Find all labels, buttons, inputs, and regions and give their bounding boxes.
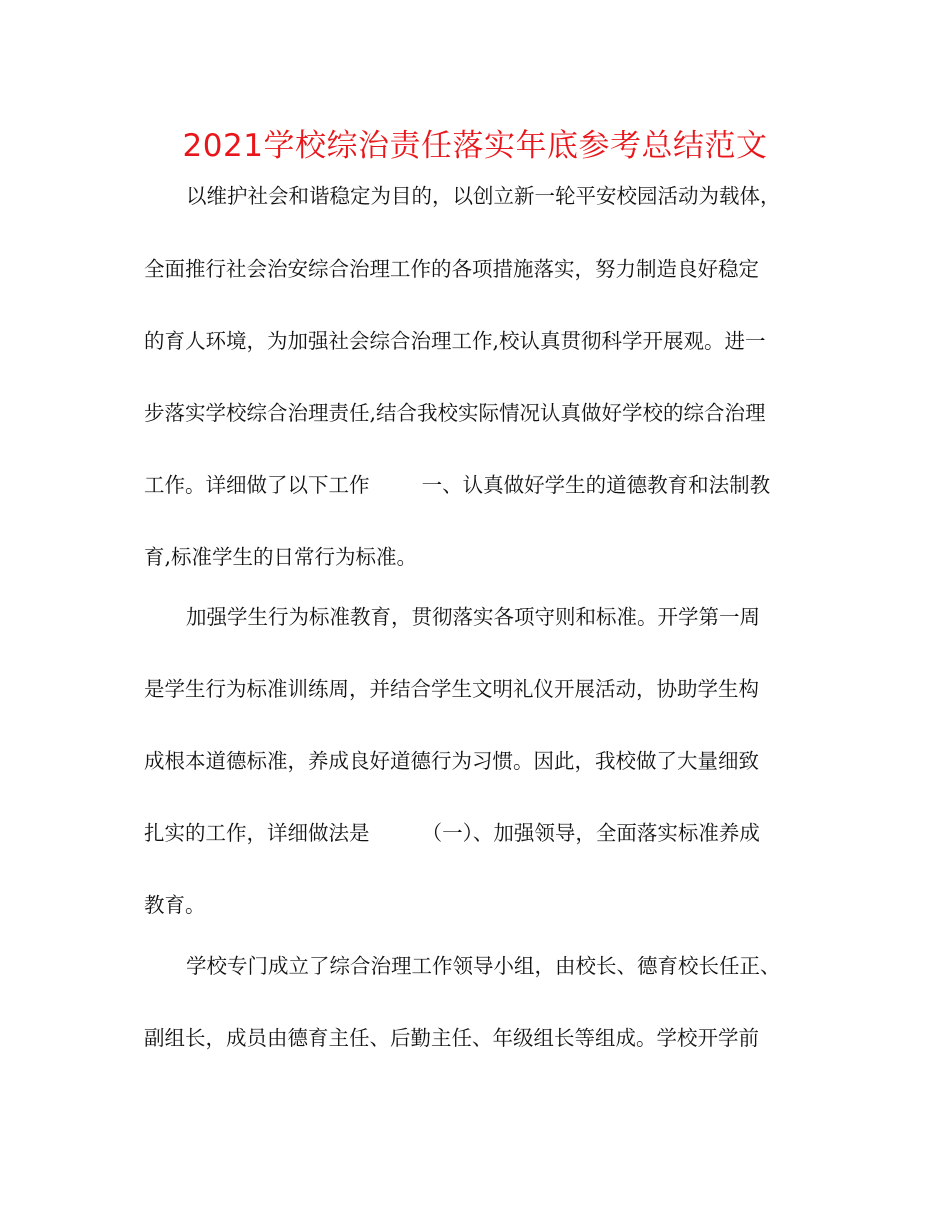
paragraph-line-7: 加强学生行为标准教育，贯彻落实各项守则和标准。开学第一周	[186, 605, 760, 629]
paragraph-line-12: 学校专门成立了综合治理工作领导小组，由校长、德育校长任正、	[186, 954, 781, 978]
paragraph-line-11: 教育。	[144, 893, 206, 917]
paragraph-line-4: 步落实学校综合治理责任,结合我校实际情况认真做好学校的综合治理	[144, 401, 766, 425]
paragraph-line-9: 成根本道德标准，养成良好道德行为习惯。因此，我校做了大量细致	[144, 749, 759, 773]
paragraph-line-2: 全面推行社会治安综合治理工作的各项措施落实，努力制造良好稳定	[144, 257, 759, 281]
paragraph-line-1: 以维护社会和谐稳定为目的，以创立新一轮平安校园活动为载体，	[186, 184, 781, 208]
paragraph-line-5: 工作。详细做了以下工作 一、认真做好学生的道德教育和法制教	[144, 473, 771, 497]
paragraph-line-3: 的育人环境，为加强社会综合治理工作,校认真贯彻科学开展观。进一	[144, 329, 766, 353]
paragraph-line-10: 扎实的工作，详细做法是 （一）、加强领导，全面落实标准养成	[144, 821, 760, 845]
paragraph-line-8: 是学生行为标准训练周，并结合学生文明礼仪开展活动，协助学生构	[144, 677, 759, 701]
paragraph-line-13: 副组长，成员由德育主任、后勤主任、年级组长等组成。学校开学前	[144, 1026, 759, 1050]
paragraph-line-6: 育,标准学生的日常行为标准。	[144, 545, 418, 569]
document-title: 2021学校综治责任落实年底参考总结范文	[182, 128, 768, 164]
